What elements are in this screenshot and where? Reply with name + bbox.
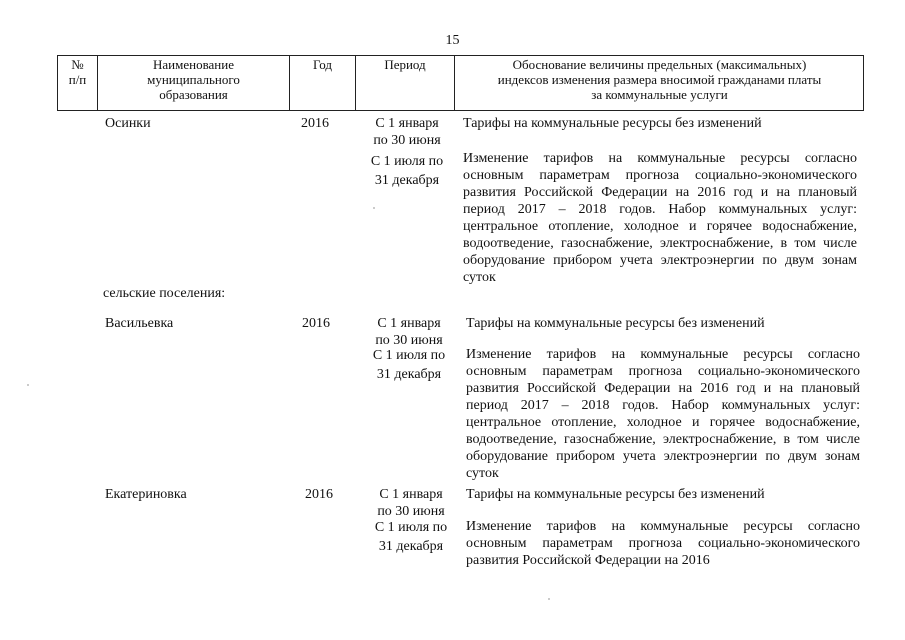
period-second-half: С 1 июля по 31 декабря bbox=[370, 154, 444, 188]
section-rural-settlements: сельские поселения: bbox=[103, 286, 226, 301]
justification-text: Изменение тарифов на коммунальные ресурсы согласно основным параметрам прогноза социально-экономического развития Российской Федерации на 2016 год и на плановый период 2017 – 2018 годов. Набор коммунальных услуг: центральное отопление, холодное и горячее водоснабжение, водоотведение, газоснабжение, электроснабжение, в том числе оборудование прибором учета электроэнергии по двум зонам суток bbox=[466, 347, 860, 481]
period-first-half: С 1 января по 30 июня bbox=[373, 116, 441, 148]
period-first-half: С 1 января по 30 июня bbox=[375, 316, 443, 348]
municipality-name: Осинки bbox=[105, 116, 151, 131]
scan-speck bbox=[548, 598, 550, 600]
scan-speck bbox=[373, 207, 375, 209]
period-second-half: С 1 июля по 31 декабря bbox=[372, 348, 446, 382]
header-number: № п/п bbox=[68, 57, 87, 87]
header-justification: Обоснование величины предельных (максимальных) индексов изменения размера вносимой гражданами платы за коммунальные услуги bbox=[497, 57, 822, 102]
justification-text: Изменение тарифов на коммунальные ресурсы согласно основным параметрам прогноза социально-экономического развития Российской Федерации на 2016 год и на плановый период 2017 – 2018 годов. Набор коммунальных услуг: центральное отопление, холодное и горячее водоснабжение, водоотведение, газоснабжение, электроснабжение, в том числе оборудование прибором учета электроэнергии по двум зонам суток bbox=[463, 151, 857, 285]
header-municipality-name: Наименование муниципального образования bbox=[147, 57, 240, 102]
justification-no-change: Тарифы на коммунальные ресурсы без изменений bbox=[466, 316, 765, 331]
period-second-half: С 1 июля по 31 декабря bbox=[374, 520, 448, 554]
justification-text: Изменение тарифов на коммунальные ресурсы согласно основным параметрам прогноза социально-экономического развития Российской Федерации на 2016 bbox=[466, 519, 860, 568]
table-header bbox=[57, 55, 864, 111]
year-value: 2016 bbox=[305, 487, 333, 502]
municipality-name: Екатериновка bbox=[105, 487, 187, 502]
justification-no-change: Тарифы на коммунальные ресурсы без изменений bbox=[466, 487, 765, 502]
justification-no-change: Тарифы на коммунальные ресурсы без изменений bbox=[463, 116, 762, 131]
scan-speck bbox=[27, 384, 29, 386]
year-value: 2016 bbox=[302, 316, 330, 331]
year-value: 2016 bbox=[301, 116, 329, 131]
period-first-half: С 1 января по 30 июня bbox=[377, 487, 445, 519]
municipality-name: Васильевка bbox=[105, 316, 174, 331]
header-year: Год bbox=[312, 57, 333, 72]
header-period: Период bbox=[384, 57, 426, 72]
page-number: 15 bbox=[445, 33, 460, 48]
